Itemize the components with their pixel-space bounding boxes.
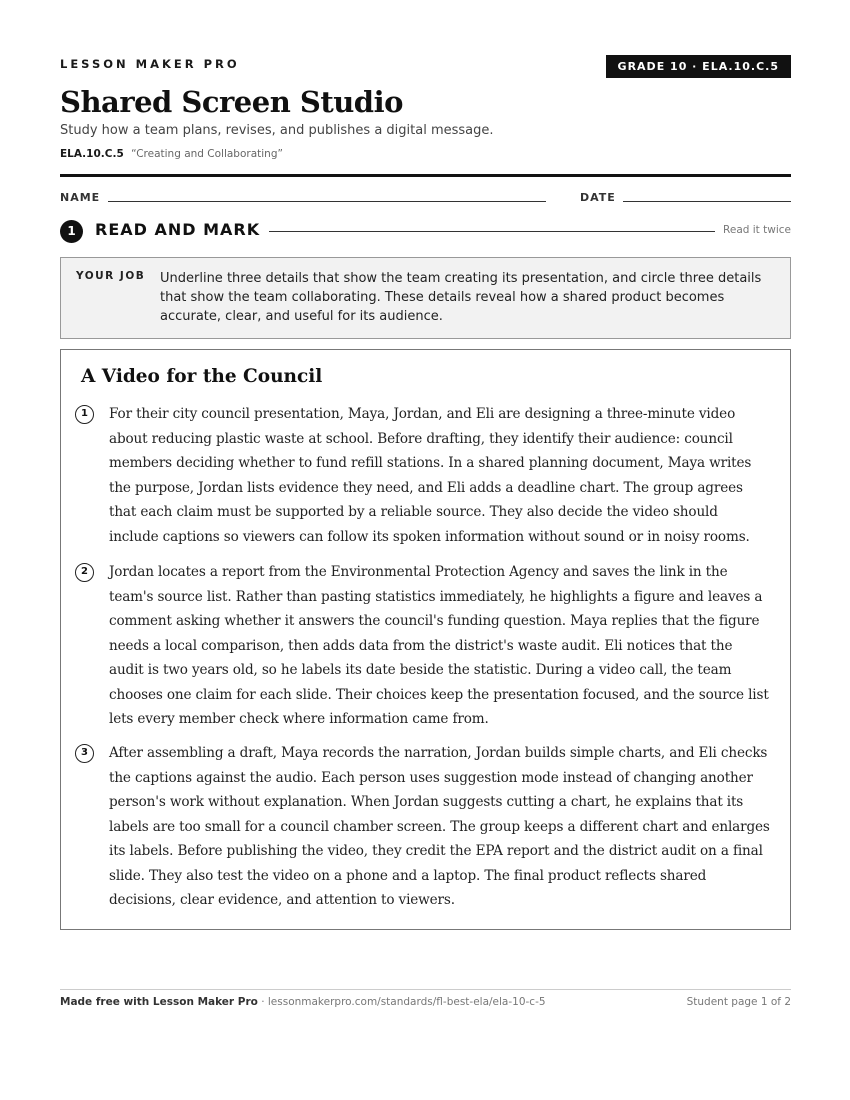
name-label: NAME [60, 191, 101, 204]
page-title: Shared Screen Studio [60, 85, 403, 119]
paragraph-number: 2 [75, 563, 94, 582]
footer-divider [60, 989, 791, 990]
reading-passage [60, 349, 791, 930]
standard-name: “Creating and Collaborating” [131, 148, 283, 160]
footer-url[interactable]: · lessonmakerpro.com/standards/fl-best-ela/ela-10-c-5 [257, 996, 546, 1008]
section-number-badge: 1 [60, 220, 83, 243]
footer-credit [60, 996, 546, 1008]
date-label: DATE [580, 191, 616, 204]
passage-title: A Video for the Council [81, 366, 323, 387]
paragraph-text: For their city council presentation, Maya, Jordan, and Eli are designing a three-minute video about reducing plastic waste at school. Before drafting, they identify their audience: council members deciding whether to fund refill stations. In a shared planning document, Maya writes the purpose, Jordan lists evidence they need, and Eli adds a deadline chart. The group agrees that each claim must be supported by a reliable source. They also decide the video should include captions so viewers can follow its spoken information without sound or in noisy rooms. [109, 406, 752, 545]
paragraph-text: After assembling a draft, Maya records the narration, Jordan builds simple charts, and Eli checks the captions against the audio. Each person uses suggestion mode instead of changing another person's work without explanation. When Jordan suggests cutting a chart, he explains that its labels are too small for a council chamber screen. The group keeps a different chart and enlarges its labels. Before publishing the video, they credit the EPA report and the district audit on a final slide. They also test the video on a phone and a laptop. The final product reflects shared decisions, clear evidence, and attention to viewers. [109, 745, 770, 908]
section-header [60, 219, 791, 243]
instructions-box [60, 257, 791, 339]
section-divider [269, 231, 715, 232]
paragraph-number: 1 [75, 405, 94, 424]
grade-badge: GRADE 10 · ELA.10.C.5 [606, 55, 791, 78]
header-divider [60, 174, 791, 177]
name-field[interactable] [108, 201, 546, 202]
worksheet-page [60, 0, 791, 1100]
instructions-label: YOUR JOB [76, 270, 146, 282]
date-field[interactable] [623, 201, 791, 202]
standard-code: ELA.10.C.5 [60, 148, 124, 160]
standard-line [60, 148, 283, 160]
page-subtitle: Study how a team plans, revises, and publishes a digital message. [60, 123, 494, 138]
paragraph-number: 3 [75, 744, 94, 763]
paragraph-text: Jordan locates a report from the Environmental Protection Agency and saves the link in the team's source list. Rather than pasting statistics immediately, he highlights a figure and leaves a comment asking whether it answers the council's funding question. Maya replies that the figure needs a local comparison, then adds data from the district's waste audit. Eli notices that the audit is two years old, so he labels its date beside the statistic. During a video call, the team chooses one claim for each slide. Their choices keep the presentation focused, and the source list lets every member check where information came from. [109, 564, 769, 727]
footer-made-with: Made free with Lesson Maker Pro [60, 996, 258, 1008]
section-title: READ AND MARK [95, 220, 261, 239]
footer-page-number: Student page 1 of 2 [686, 996, 791, 1008]
brand-name: LESSON MAKER PRO [60, 57, 240, 71]
section-note: Read it twice [723, 224, 791, 236]
name-date-row [60, 191, 791, 205]
instructions-text: Underline three details that show the team creating its presentation, and circle three details that show the team collaborating. These details reveal how a shared product becomes accurate, clear, and useful for its audience. [160, 271, 762, 324]
